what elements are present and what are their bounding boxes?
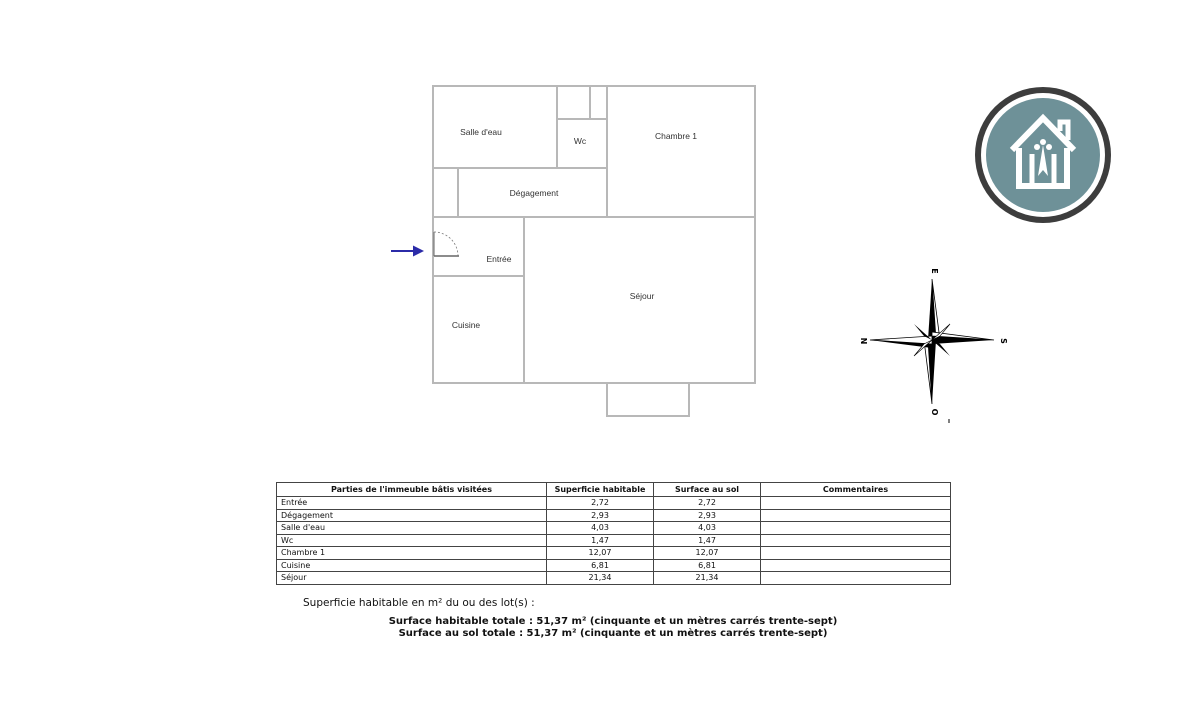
table-row bbox=[277, 572, 951, 585]
terrace-outline bbox=[607, 383, 689, 416]
row-sol: 2,93 bbox=[654, 509, 761, 522]
row-habitable: 2,72 bbox=[547, 497, 654, 510]
row-comment bbox=[761, 497, 951, 510]
row-comment bbox=[761, 534, 951, 547]
table-row bbox=[277, 559, 951, 572]
room-label-degagement: Dégagement bbox=[509, 188, 559, 198]
compass-east-label: E bbox=[930, 268, 939, 274]
company-logo bbox=[972, 84, 1114, 226]
entrance-door bbox=[434, 232, 459, 256]
compass-west-label: O bbox=[930, 408, 939, 416]
row-habitable: 1,47 bbox=[547, 534, 654, 547]
row-habitable: 2,93 bbox=[547, 509, 654, 522]
row-comment bbox=[761, 522, 951, 535]
row-part: Séjour bbox=[277, 572, 547, 585]
table-row bbox=[277, 497, 951, 510]
row-sol: 12,07 bbox=[654, 547, 761, 560]
table-row bbox=[277, 522, 951, 535]
row-sol: 6,81 bbox=[654, 559, 761, 572]
compass-rose-icon bbox=[870, 279, 994, 423]
surface-table bbox=[276, 482, 951, 585]
room-label-sejour: Séjour bbox=[629, 291, 655, 301]
header-sol: Surface au sol bbox=[654, 483, 761, 497]
row-sol: 4,03 bbox=[654, 522, 761, 535]
row-part: Dégagement bbox=[277, 509, 547, 522]
header-comments: Commentaires bbox=[761, 483, 951, 497]
row-comment bbox=[761, 509, 951, 522]
header-habitable: Superficie habitable bbox=[547, 483, 654, 497]
compass-south-label: S bbox=[999, 338, 1008, 344]
total-habitable: Surface habitable totale : 51,37 m² (cinquante et un mètres carrés trente-sept) bbox=[388, 616, 838, 627]
row-comment bbox=[761, 572, 951, 585]
table-row bbox=[277, 534, 951, 547]
row-sol: 1,47 bbox=[654, 534, 761, 547]
row-comment bbox=[761, 559, 951, 572]
row-sol: 2,72 bbox=[654, 497, 761, 510]
total-sol: Surface au sol totale : 51,37 m² (cinquante et un mètres carrés trente-sept) bbox=[398, 628, 828, 639]
row-habitable: 21,34 bbox=[547, 572, 654, 585]
row-comment bbox=[761, 547, 951, 560]
table-header-row bbox=[277, 483, 951, 497]
compass-north-label: N bbox=[859, 337, 868, 345]
row-habitable: 12,07 bbox=[547, 547, 654, 560]
row-part: Wc bbox=[277, 534, 547, 547]
room-label-chambre-1: Chambre 1 bbox=[654, 131, 698, 141]
row-part: Entrée bbox=[277, 497, 547, 510]
header-parts: Parties de l'immeuble bâtis visitées bbox=[277, 483, 547, 497]
table-row bbox=[277, 509, 951, 522]
superficie-label: Superficie habitable en m² du ou des lot(s) : bbox=[303, 597, 535, 609]
row-part: Cuisine bbox=[277, 559, 547, 572]
row-part: Salle d'eau bbox=[277, 522, 547, 535]
entrance-arrow-icon bbox=[391, 246, 424, 257]
row-habitable: 6,81 bbox=[547, 559, 654, 572]
table-row bbox=[277, 547, 951, 560]
room-label-cuisine: Cuisine bbox=[451, 320, 481, 330]
row-habitable: 4,03 bbox=[547, 522, 654, 535]
room-label-salle-deau: Salle d'eau bbox=[460, 127, 502, 137]
room-label-entree: Entrée bbox=[486, 254, 512, 264]
row-part: Chambre 1 bbox=[277, 547, 547, 560]
row-sol: 21,34 bbox=[654, 572, 761, 585]
room-label-wc: Wc bbox=[573, 136, 587, 146]
